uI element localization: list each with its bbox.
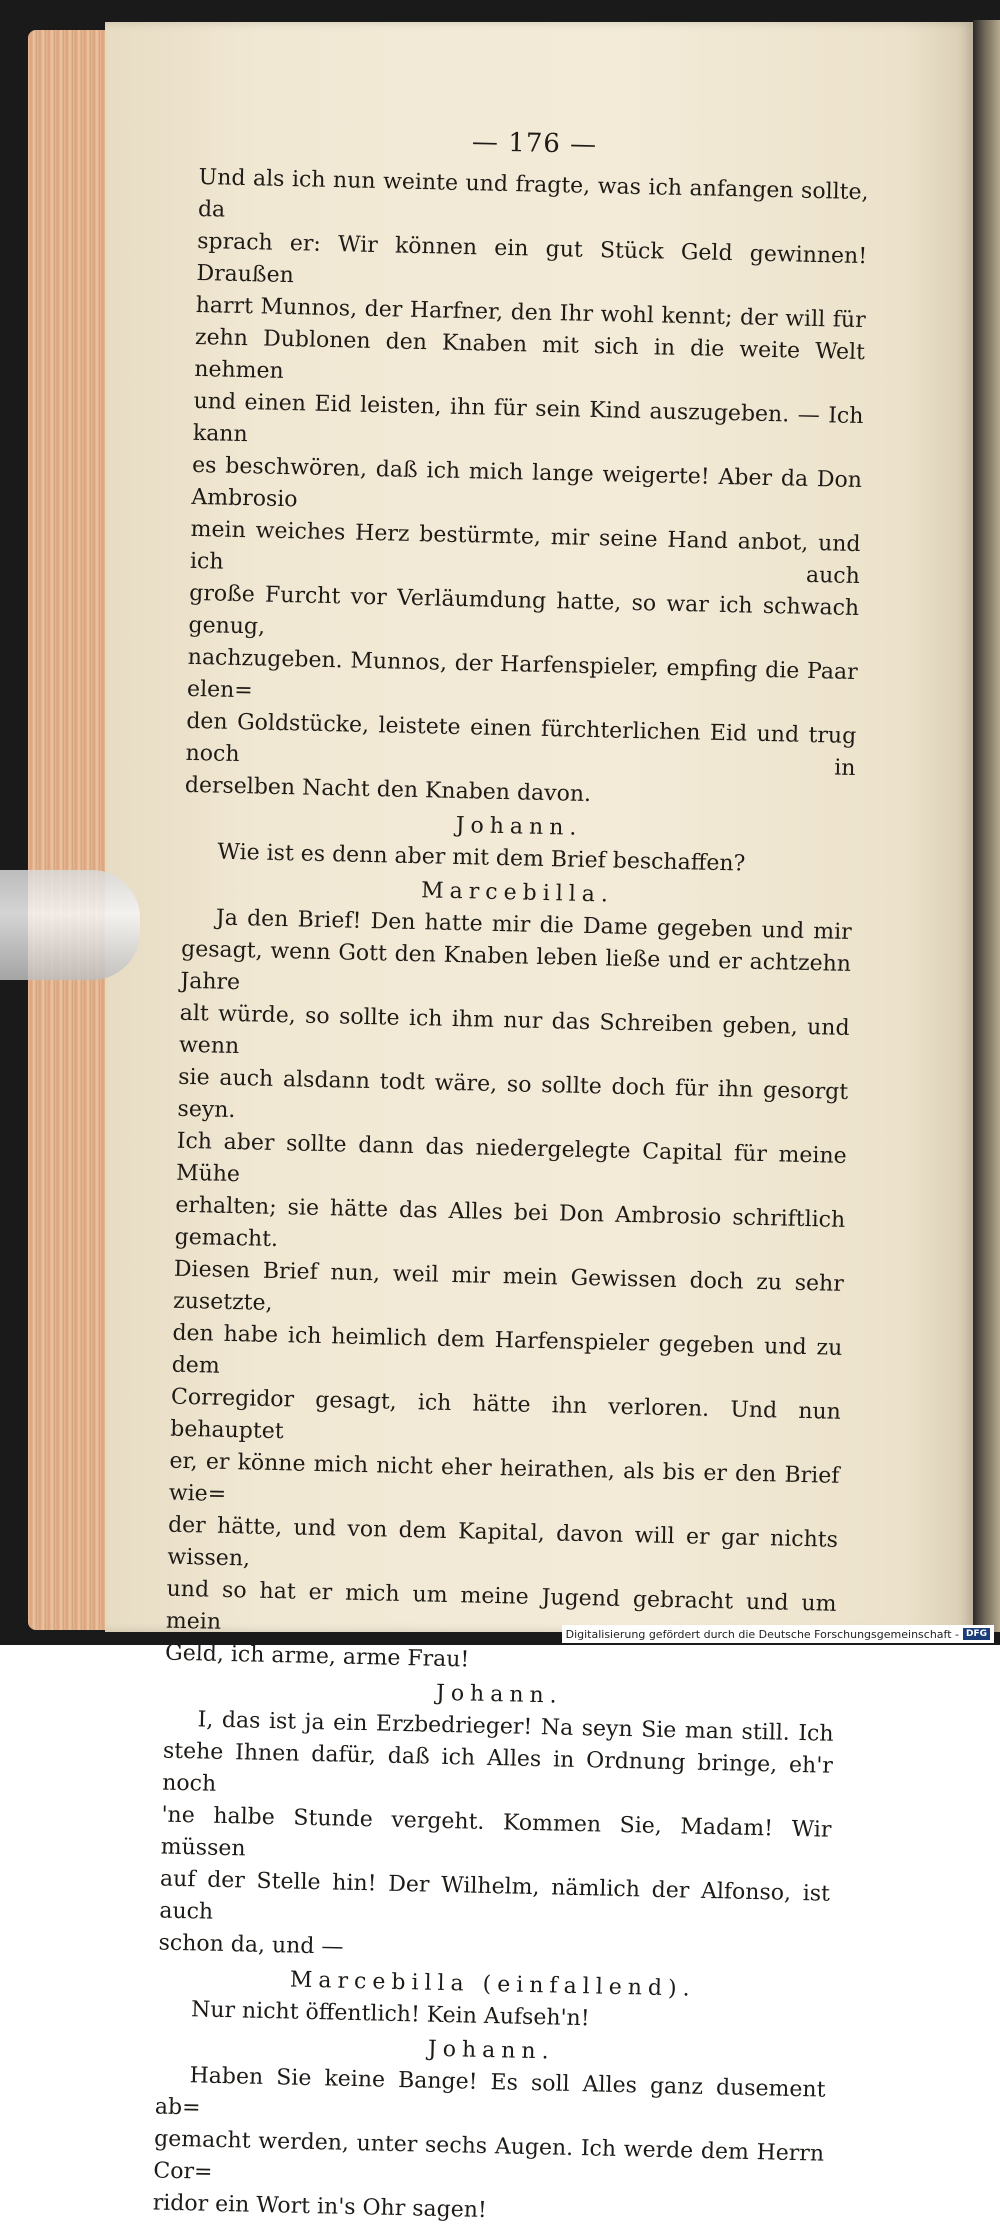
text-line: große Furcht vor Verläumdung hatte, so war ich schwach genug, [188, 580, 860, 640]
text-line: gesagt, wenn Gott den Knaben leben ließe und er achtzehn Jahre [180, 936, 852, 996]
text-line: er, er könne mich nicht eher heirathen, als bis er den Brief wie= [168, 1448, 840, 1507]
text-line: Ich aber sollte dann das niedergelegte Capital für meine Mühe [175, 1128, 847, 1188]
text-line: Corregidor gesagt, ich hätte ihn verloren. Und nun behauptet [170, 1384, 842, 1445]
speaker-name: Marcebilla. [420, 878, 615, 908]
text-line: Haben Sie keine Bange! Es soll Alles ganz dusement ab= [154, 2063, 826, 2121]
speaker-name: Johann. [435, 1680, 563, 1709]
text-line: es beschwören, daß ich mich lange weigerte! Aber da Don Ambrosio [191, 452, 863, 513]
text-line: ridor ein Wort in's Ohr sagen! [152, 2190, 488, 2224]
text-line: gemacht werden, unter sechs Augen. Ich werde dem Herrn Cor= [153, 2126, 825, 2185]
text-line: mein weiches Herz bestürmte, mir seine Hand anbot, und ich auch [189, 516, 861, 590]
text-line: 'ne halbe Stunde vergeht. Kommen Sie, Madam! Wir müssen [160, 1802, 832, 1862]
text-line: Diesen Brief nun, weil mir mein Gewissen doch zu sehr zusetzte, [172, 1256, 845, 1316]
speaker-name: Marcebilla (einfallend). [289, 1967, 696, 2002]
text-line: nachzugeben. Munnos, der Harfenspieler, empfing die Paar elen= [186, 644, 858, 704]
text-line: sie auch alsdann todt wäre, so sollte doch für ihn gesorgt seyn. [177, 1064, 849, 1124]
dfg-logo: DFG [963, 1628, 990, 1640]
speaker-name: Johann. [427, 2036, 555, 2065]
book-binding [973, 20, 1000, 1632]
page-text [152, 120, 869, 2235]
text-line: Geld, ich arme, arme Frau! [164, 1640, 470, 1673]
text-line: Und als ich nun weinte und fragte, was ich anfangen sollte, da [197, 164, 869, 223]
page-clip [0, 870, 140, 980]
text-line: und einen Eid leisten, ihn für sein Kind auszugeben. — Ich kann [192, 388, 864, 448]
text-line: derselben Nacht den Knaben davon. [184, 772, 592, 808]
footer-text: Digitalisierung gefördert durch die Deutsche Forschungsgemeinschaft - [565, 1627, 959, 1641]
text-line: der hätte, und von dem Kapital, davon will er gar nichts wissen, [167, 1512, 839, 1572]
text-line: sprach er: Wir können ein gut Stück Geld gewinnen! Draußen [196, 228, 868, 289]
text-line: alt würde, so sollte ich ihm nur das Schreiben geben, und wenn [178, 1000, 850, 1060]
text-line: Ja den Brief! Den hatte mir die Dame gegeben und mir [215, 905, 853, 945]
text-line: stehe Ihnen dafür, daß ich Alles in Ordnung bringe, eh'r noch [161, 1738, 834, 1797]
text-line: auf der Stelle hin! Der Wilhelm, nämlich der Alfonso, ist auch [159, 1866, 831, 1925]
text-line: I, das ist ja ein Erzbedrieger! Na seyn Sie man still. Ich [197, 1707, 834, 1747]
paragraph [158, 1704, 834, 1975]
text-line: Nur nicht öffentlich! Kein Aufseh'n! [190, 1997, 590, 2032]
paragraph [185, 162, 869, 817]
text-line: erhalten; sie hätte das Alles bei Don Ambrosio schriftlich gemacht. [174, 1192, 846, 1253]
paragraph [152, 2060, 825, 2235]
text-line: schon da, und — [158, 1930, 344, 1960]
footer [562, 1625, 994, 1643]
paragraph [165, 902, 852, 1685]
text-line: zehn Dublonen den Knaben mit sich in die weite Welt nehmen [194, 324, 866, 384]
text-line: und so hat er mich um meine Jugend gebracht und um mein [165, 1576, 837, 1635]
text-line: den Goldstücke, leistete einen fürchterlichen Eid und trug noch in [185, 708, 857, 782]
page-number: — 176 — [471, 127, 598, 161]
speaker-name: Johann. [455, 812, 583, 841]
text-line: den habe ich heimlich dem Harfenspieler gegeben und zu dem [171, 1320, 843, 1379]
page-content [152, 162, 869, 2235]
text-line: harrt Munnos, der Harfner, den Ihr wohl kennt; der will für [195, 292, 866, 334]
text-line: Wie ist es denn aber mit dem Brief beschaffen? [217, 839, 746, 877]
